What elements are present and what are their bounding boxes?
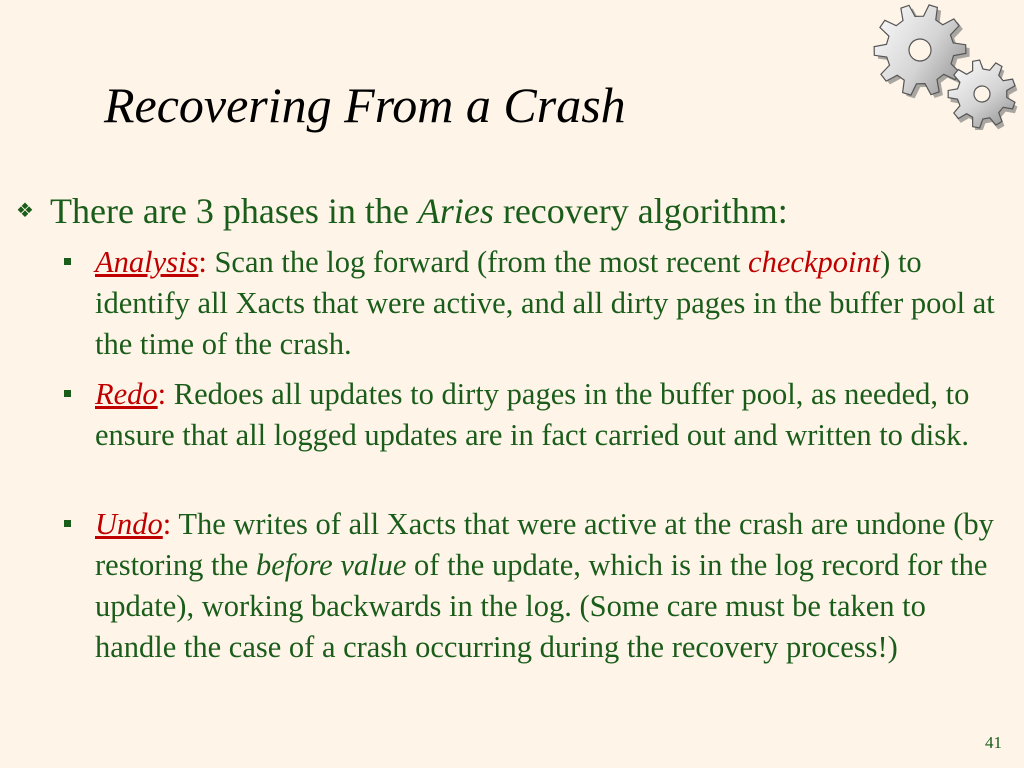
gears-icon xyxy=(860,4,1024,130)
aries-term: Aries xyxy=(417,191,494,231)
phase-colon: : xyxy=(162,507,172,541)
checkpoint-term: checkpoint xyxy=(748,245,881,279)
square-bullet-icon xyxy=(64,520,71,527)
phase-undo xyxy=(64,504,1009,668)
square-bullet-icon xyxy=(64,390,71,397)
phase-name-redo: Redo xyxy=(95,377,158,411)
phase-text: Redoes all updates to dirty pages in the buffer pool, as needed, to ensure that all logged updates are in fact carried out and written to disk. xyxy=(95,377,970,452)
before-value-term: before value xyxy=(255,548,407,582)
phase-text: of the update, which is in the log record for the update), working backwards in the log. (Some care must be taken to handle the case of a crash occurring during the recovery process!) xyxy=(95,548,988,664)
phase-name-analysis: Analysis xyxy=(95,245,199,279)
phase-text: ) to identify all Xacts that were active, and all dirty pages in the buffer pool at the time of the crash. xyxy=(95,245,995,361)
phase-analysis-text xyxy=(95,242,1009,365)
phase-undo-text xyxy=(95,504,1009,668)
phase-redo-text xyxy=(95,374,1009,456)
phase-analysis xyxy=(64,242,1009,365)
main-bullet-text-before: There are 3 phases in the xyxy=(50,191,418,231)
main-bullet xyxy=(16,190,1006,232)
square-bullet-icon xyxy=(64,258,71,265)
main-bullet-text-after: recovery algorithm: xyxy=(493,191,788,231)
phase-text: Scan the log forward (from the most recent xyxy=(206,245,749,279)
phase-name-undo: Undo xyxy=(95,507,163,541)
phase-text: The writes of all Xacts that were active at the crash are undone (by restoring the xyxy=(95,507,994,582)
phase-colon: : xyxy=(198,245,207,279)
phase-redo xyxy=(64,374,1009,456)
slide-number: 41 xyxy=(985,733,1002,752)
slide-title: Recovering From a Crash xyxy=(104,77,626,133)
phase-colon: : xyxy=(157,377,167,411)
diamond-bullet-icon: ❖ xyxy=(16,200,34,222)
